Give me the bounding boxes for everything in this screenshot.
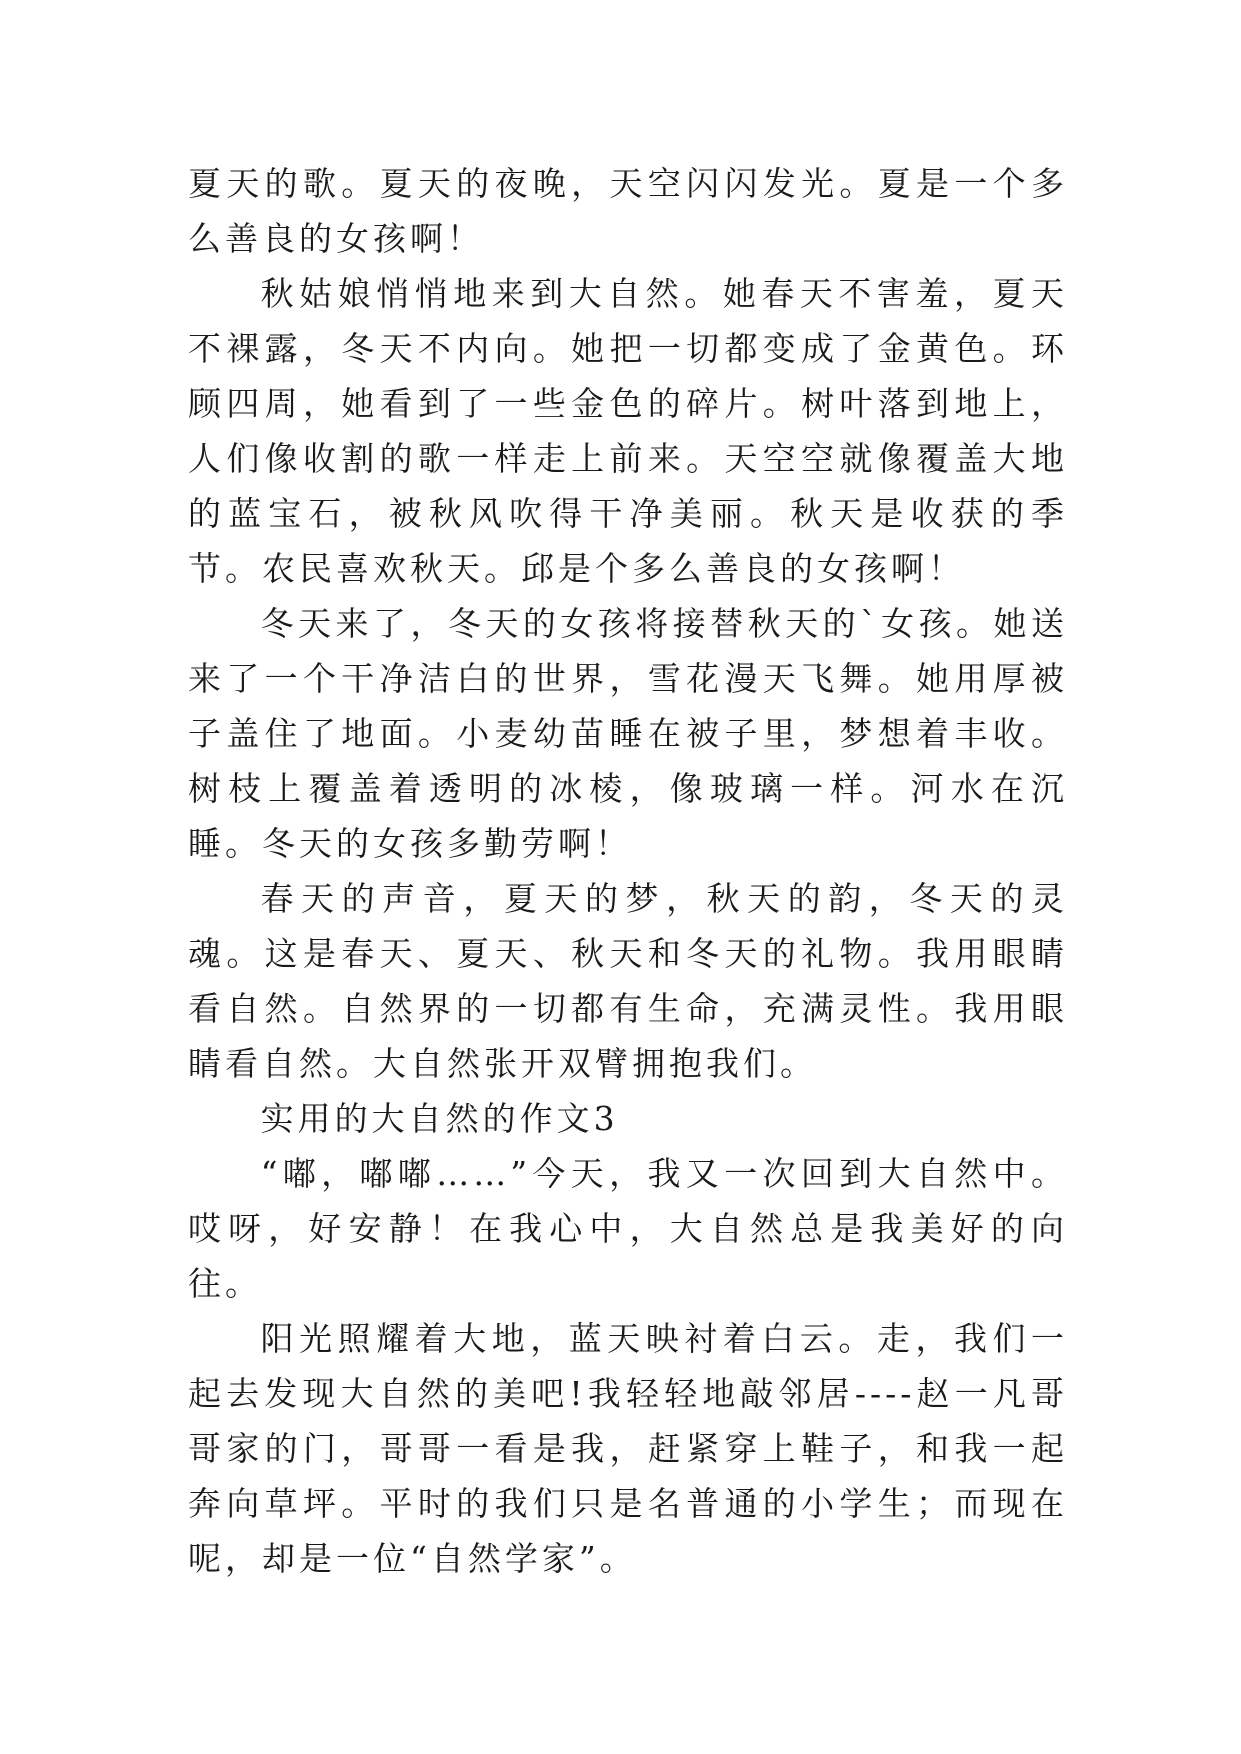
- paragraph-seasons-summary: 春天的声音，夏天的梦，秋天的韵，冬天的灵魂。这是春天、夏天、秋天和冬天的礼物。我用眼睛看自然。自然界的一切都有生命，充满灵性。我用眼睛看自然。大自然张开双臂拥抱我们。: [188, 879, 1068, 1083]
- paragraph-discover-nature: 阳光照耀着大地，蓝天映衬着白云。走，我们一起去发现大自然的美吧!我轻轻地敲邻居----赵一凡哥哥家的门，哥哥一看是我，赶紧穿上鞋子，和我一起奔向草坪。平时的我们只是名普通的小学生；而现在呢，却是一位“自然学家”。: [188, 1319, 1068, 1578]
- paragraph-winter: 冬天来了，冬天的女孩将接替秋天的`女孩。她送来了一个干净洁白的世界，雪花漫天飞舞。她用厚被子盖住了地面。小麦幼苗睡在被子里，梦想着丰收。树枝上覆盖着透明的冰棱，像玻璃一样。河水在沉睡。冬天的女孩多勤劳啊！: [188, 604, 1068, 863]
- paragraph-return-nature: “嘟，嘟嘟……”今天，我又一次回到大自然中。哎呀，好安静！在我心中，大自然总是我美好的向往。: [188, 1154, 1068, 1303]
- document-body: [188, 156, 1068, 1586]
- section-heading: 实用的大自然的作文3: [260, 1099, 619, 1138]
- paragraph-autumn: 秋姑娘悄悄地来到大自然。她春天不害羞，夏天不裸露，冬天不内向。她把一切都变成了金黄色。环顾四周，她看到了一些金色的碎片。树叶落到地上，人们像收割的歌一样走上前来。天空空就像覆盖大地的蓝宝石，被秋风吹得干净美丽。秋天是收获的季节。农民喜欢秋天。邱是个多么善良的女孩啊！: [188, 274, 1068, 588]
- paragraph-summer-end: 夏天的歌。夏天的夜晚，天空闪闪发光。夏是一个多么善良的女孩啊！: [188, 164, 1068, 258]
